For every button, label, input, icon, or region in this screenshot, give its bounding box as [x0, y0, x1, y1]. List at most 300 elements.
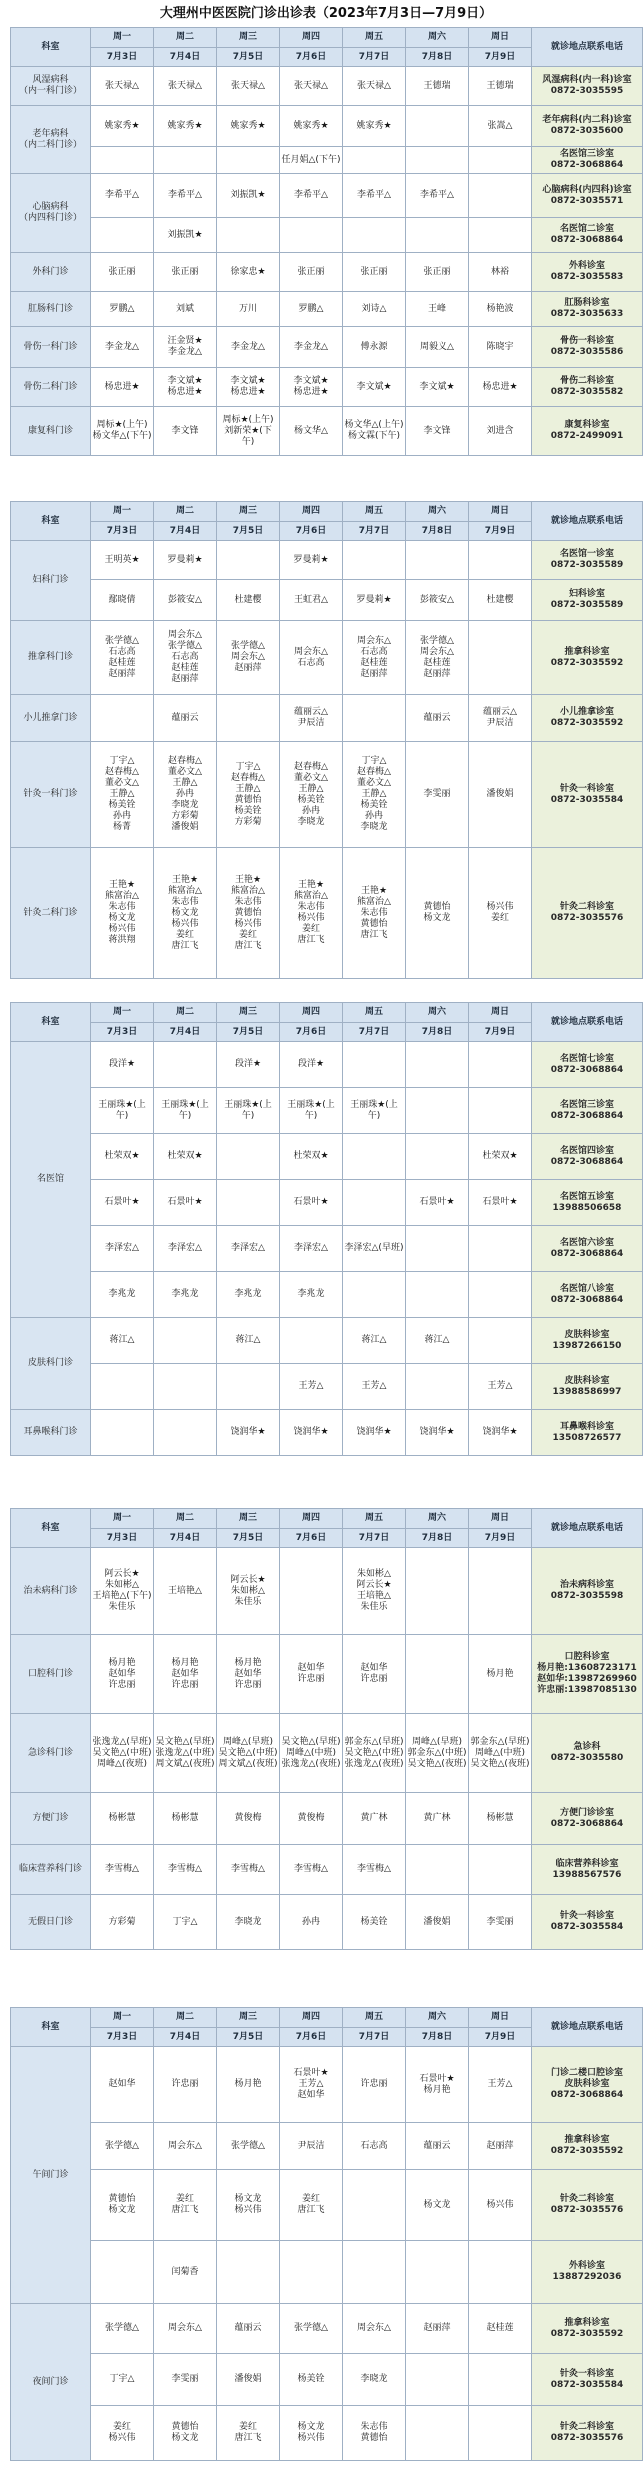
location-cell	[532, 1272, 643, 1318]
doctor-name: 周会东△	[294, 646, 328, 657]
location-cell	[532, 368, 643, 407]
dept-name: 风湿病科	[32, 75, 69, 85]
location-line: 0872-3035633	[550, 309, 624, 319]
doctor-name: 杨艳波	[486, 303, 514, 314]
doctor-name: 王丽珠★(上午)	[98, 1099, 146, 1121]
day-cell-tue	[154, 368, 217, 407]
doctor-name: 刘新荣★(下午)	[224, 425, 272, 447]
doctor-name: 李兆龙	[108, 1289, 136, 1299]
doctor-name: 蒋洪翔	[108, 935, 136, 945]
day-cell-tue	[154, 541, 217, 580]
doctor-name: 唐江飞	[171, 940, 199, 951]
dept-cell	[11, 1318, 91, 1410]
day-cell-sat	[406, 253, 469, 292]
day-cell-wed	[217, 1226, 280, 1272]
schedule-row	[11, 2047, 643, 2123]
doctor-name: 吴文艳△(中班)	[218, 1747, 278, 1758]
doctor-name: 周峰△(中班)	[475, 1747, 525, 1758]
doctor-name: 李泽宏△	[168, 1243, 202, 1253]
doctor-name: 杜荣双★	[104, 1151, 140, 1161]
doctor-name: 熊富治△	[105, 891, 139, 901]
header-day-thu: 周四	[280, 502, 343, 522]
header-day-sat: 周六	[406, 1003, 469, 1023]
doctor-name: 杨美铨	[297, 2374, 325, 2384]
day-cell-tue	[154, 2241, 217, 2304]
dept-name: 骨伤二科门诊	[23, 381, 78, 392]
dept-name: 方便门诊	[32, 1813, 69, 1823]
doctor-name: 朱志伟	[108, 902, 136, 912]
doctor-name: 许忠丽	[360, 2079, 388, 2089]
location-line: 0872-3068864	[550, 160, 624, 170]
header-date-sat: 7月8日	[406, 522, 469, 541]
day-cell-fri	[343, 1410, 406, 1456]
header-day-sat: 周六	[406, 2008, 469, 2028]
day-cell-sat	[406, 621, 469, 695]
header-day-tue: 周二	[154, 1003, 217, 1023]
day-cell-thu	[280, 742, 343, 848]
day-cell-mon	[91, 106, 154, 147]
header-date-sat: 7月8日	[406, 48, 469, 67]
doctor-name: 杨菁	[112, 822, 131, 832]
doctor-name: 杨文龙	[171, 907, 199, 918]
day-cell-mon	[91, 2304, 154, 2354]
day-cell-mon	[91, 407, 154, 456]
day-cell-sun	[469, 407, 532, 456]
dept-cell	[11, 1714, 91, 1793]
doctor-name: 杜荣双★	[293, 1151, 329, 1161]
doctor-name: 杨忠进★	[167, 387, 203, 397]
doctor-name: 黄德怡	[423, 902, 451, 912]
day-cell-mon	[91, 2241, 154, 2304]
doctor-name: 杨文龙	[108, 2205, 136, 2215]
location-line: 0872-3035576	[550, 2205, 624, 2215]
day-cell-fri	[343, 368, 406, 407]
doctor-name: 朱志伟	[171, 896, 199, 907]
doctor-name: 杨兴伟	[108, 924, 136, 934]
schedule-row	[11, 1318, 643, 1364]
day-cell-tue	[154, 218, 217, 253]
doctor-name: 杨文华△(下午)	[92, 431, 152, 441]
day-cell-sun	[469, 1042, 532, 1088]
day-cell-wed	[217, 580, 280, 621]
day-cell-tue	[154, 2123, 217, 2170]
day-cell-mon	[91, 253, 154, 292]
doctor-name: 李希平△	[105, 190, 139, 200]
header-day-mon: 周一	[91, 28, 154, 48]
doctor-name: 杨忠进★	[293, 387, 329, 397]
doctor-name: 饶润华★	[356, 1427, 392, 1437]
dept-cell	[11, 742, 91, 848]
doctor-name: 朱佳乐	[108, 1602, 136, 1612]
doctor-name: 孙冉	[301, 805, 320, 816]
doctor-name: 刘振凯★	[167, 229, 203, 240]
header-date-tue: 7月4日	[154, 2028, 217, 2047]
doctor-name: 杨文霖(下午)	[347, 431, 401, 441]
schedule-row	[11, 2241, 643, 2304]
doctor-name: 李金龙△	[168, 347, 202, 357]
day-cell-sun	[469, 742, 532, 848]
location-line: 赵如华:13987269960	[537, 1674, 637, 1684]
doctor-name: 彭筱安△	[168, 594, 202, 605]
doctor-name: 李雪梅△	[294, 1864, 328, 1874]
day-cell-thu	[280, 147, 343, 174]
doctor-name: 杨兴伟	[486, 902, 514, 912]
location-cell	[532, 1134, 643, 1180]
schedule-row	[11, 253, 643, 292]
doctor-name: 李雪梅△	[231, 1864, 265, 1874]
doctor-name: 张正丽	[360, 266, 388, 277]
day-cell-sat	[406, 1272, 469, 1318]
doctor-name: 石志高	[360, 646, 388, 657]
location-cell	[532, 2406, 643, 2461]
location-line: 骨伤二科诊室	[559, 376, 614, 386]
doctor-name: 潘俊娟	[171, 822, 199, 832]
day-cell-wed	[217, 695, 280, 742]
dept-cell	[11, 1548, 91, 1635]
day-cell-fri	[343, 1364, 406, 1410]
doctor-name: 杨文龙	[423, 2199, 451, 2210]
schedule-table-3	[10, 1002, 643, 1456]
day-cell-sun	[469, 621, 532, 695]
doctor-name: 罗曼莉★	[293, 554, 329, 565]
doctor-name: 林裕	[490, 266, 509, 277]
doctor-name: 赵如华	[234, 1668, 262, 1679]
doctor-name: 杨忠进★	[230, 387, 266, 397]
day-cell-mon	[91, 580, 154, 621]
doctor-name: 李雪梅△	[357, 1864, 391, 1874]
day-cell-thu	[280, 1042, 343, 1088]
doctor-name: 王芳△	[298, 1381, 324, 1391]
day-cell-fri	[343, 1318, 406, 1364]
location-line: 0872-3068864	[550, 1248, 624, 1259]
header-day-wed: 周三	[217, 502, 280, 522]
header-day-wed: 周三	[217, 2008, 280, 2028]
doctor-name: 孙冉	[364, 811, 383, 821]
doctor-name: 徐家忠★	[230, 266, 266, 277]
header-date-thu: 7月6日	[280, 2028, 343, 2047]
location-line: 许忠丽:13987085130	[537, 1685, 637, 1695]
day-cell-wed	[217, 1318, 280, 1364]
day-cell-mon	[91, 327, 154, 368]
doctor-name: 王静△	[172, 778, 198, 788]
header-day-tue: 周二	[154, 28, 217, 48]
day-cell-fri	[343, 1272, 406, 1318]
doctor-name: 杨兴伟	[486, 2199, 514, 2210]
day-cell-wed	[217, 368, 280, 407]
location-line: 针灸二科诊室	[559, 902, 614, 912]
doctor-name: 王芳△	[361, 1381, 387, 1391]
day-cell-fri	[343, 2123, 406, 2170]
location-cell	[532, 2170, 643, 2241]
doctor-name: 李泽宏△	[105, 1243, 139, 1253]
doctor-name: 王芳△	[487, 2079, 513, 2089]
doctor-name: 饶润华★	[230, 1427, 266, 1437]
day-cell-sat	[406, 1226, 469, 1272]
day-cell-tue	[154, 292, 217, 327]
header-date-tue: 7月4日	[154, 1023, 217, 1042]
location-line: 0872-3035584	[550, 2379, 624, 2390]
location-line: 治未病科诊室	[559, 1580, 614, 1590]
doctor-name: 王丽珠★(上午)	[161, 1099, 209, 1121]
doctor-name: 赵春梅△	[105, 767, 139, 777]
doctor-name: 姜红	[112, 2422, 131, 2432]
dept-name: 骨伤一科门诊	[23, 341, 78, 352]
schedule-row	[11, 1364, 643, 1410]
location-cell	[532, 580, 643, 621]
dept-cell	[11, 327, 91, 368]
doctor-name: 朱如彬△	[105, 1580, 139, 1590]
dept-name: 临床营养科门诊	[18, 1864, 82, 1874]
location-cell	[532, 541, 643, 580]
doctor-name: 杜建樱	[486, 594, 514, 605]
location-line: 0872-3035600	[550, 126, 624, 136]
header-date-fri: 7月7日	[343, 2028, 406, 2047]
day-cell-mon	[91, 1895, 154, 1950]
day-cell-sat	[406, 2406, 469, 2461]
schedule-row	[11, 742, 643, 848]
header-date-wed: 7月5日	[217, 1023, 280, 1042]
doctor-name: 王艳★	[108, 880, 136, 890]
location-cell	[532, 1042, 643, 1088]
day-cell-sat	[406, 1134, 469, 1180]
doctor-name: 王艳★	[360, 885, 388, 896]
doctor-name: 姚家秀★	[167, 120, 203, 131]
doctor-name: 石景叶★	[104, 1197, 140, 1207]
doctor-name: 周标★(上午)	[222, 414, 274, 425]
day-cell-fri	[343, 1548, 406, 1635]
day-cell-fri	[343, 2406, 406, 2461]
doctor-name: 赵丽萍	[360, 668, 388, 679]
day-cell-wed	[217, 1793, 280, 1845]
doctor-name: 董必文△	[357, 778, 391, 788]
doctor-name: 赵如华	[297, 2090, 325, 2100]
location-line: 0872-3035576	[550, 913, 624, 923]
day-cell-wed	[217, 2170, 280, 2241]
header-row-days	[11, 1509, 643, 1529]
doctor-name: 李文斌★	[167, 376, 203, 386]
doctor-name: 孙冉	[112, 811, 131, 821]
doctor-name: 王丽珠★(上午)	[287, 1099, 335, 1121]
doctor-name: 蕴丽云	[171, 712, 199, 723]
location-line: 杨月艳:13608723171	[537, 1663, 637, 1673]
header-day-mon: 周一	[91, 502, 154, 522]
doctor-name: 李雯丽	[486, 1916, 514, 1927]
day-cell-wed	[217, 327, 280, 368]
doctor-name: 王静△	[361, 789, 387, 799]
doctor-name: 李雪梅△	[168, 1864, 202, 1874]
doctor-name: 杨月艳	[108, 1657, 136, 1668]
day-cell-fri	[343, 1042, 406, 1088]
location-cell	[532, 621, 643, 695]
day-cell-wed	[217, 253, 280, 292]
doctor-name: 李文锋	[171, 425, 199, 436]
day-cell-fri	[343, 742, 406, 848]
header-date-thu: 7月6日	[280, 1529, 343, 1548]
day-cell-sat	[406, 580, 469, 621]
doctor-name: 黄德怡	[234, 907, 262, 918]
day-cell-sun	[469, 2170, 532, 2241]
doctor-name: 张学德△	[168, 641, 202, 651]
doctor-name: 王艳★	[234, 874, 262, 885]
day-cell-fri	[343, 67, 406, 106]
doctor-name: 饶润华★	[482, 1427, 518, 1437]
day-cell-wed	[217, 292, 280, 327]
doctor-name: 杨月艳	[486, 1668, 514, 1679]
doctor-name: 杨兴伟	[171, 918, 199, 929]
day-cell-sat	[406, 106, 469, 147]
doctor-name: 李晓龙	[171, 800, 199, 810]
dept-name: 针灸一科门诊	[23, 789, 78, 799]
doctor-name: 赵如华	[108, 2079, 136, 2089]
doctor-name: 黄德怡	[171, 2422, 199, 2432]
schedule-row	[11, 1895, 643, 1950]
doctor-name: 杨月艳	[423, 2084, 451, 2095]
location-line: 13988567576	[552, 1869, 622, 1880]
header-day-sat: 周六	[406, 502, 469, 522]
day-cell-sun	[469, 1134, 532, 1180]
doctor-name: 石景叶★	[167, 1197, 203, 1207]
location-line: 0872-3035571	[550, 195, 624, 206]
location-line: 急诊科	[573, 1742, 601, 1752]
location-line: 名医馆三诊室	[559, 149, 614, 159]
doctor-name: 赵春梅△	[294, 761, 328, 772]
day-cell-fri	[343, 2304, 406, 2354]
location-line: 13988586997	[552, 1386, 622, 1397]
header-day-thu: 周四	[280, 2008, 343, 2028]
header-day-wed: 周三	[217, 1003, 280, 1023]
location-cell	[532, 67, 643, 106]
day-cell-thu	[280, 292, 343, 327]
location-cell	[532, 1793, 643, 1845]
location-line: 0872-3068864	[550, 1110, 624, 1121]
location-line: 康复科诊室	[564, 420, 610, 430]
header-date-sun: 7月9日	[469, 48, 532, 67]
doctor-name: 方彩菊	[108, 1916, 136, 1927]
schedule-row	[11, 292, 643, 327]
doctor-name: 姜红	[301, 2194, 320, 2204]
dept-cell	[11, 292, 91, 327]
doctor-name: 张学德△	[420, 635, 454, 646]
doctor-name: 张天禄△	[357, 80, 391, 91]
day-cell-sun	[469, 1845, 532, 1895]
doctor-name: 蒋江△	[109, 1335, 135, 1345]
doctor-name: 赵如华	[108, 1668, 136, 1679]
day-cell-thu	[280, 327, 343, 368]
doctor-name: 刘振凯★	[230, 190, 266, 200]
location-line: 推拿科诊室	[564, 2317, 610, 2328]
location-cell	[532, 1226, 643, 1272]
day-cell-sat	[406, 1895, 469, 1950]
table-header	[11, 1003, 643, 1042]
dept-name: 无假日门诊	[27, 1916, 73, 1927]
day-cell-thu	[280, 67, 343, 106]
day-cell-wed	[217, 1845, 280, 1895]
doctor-name: 罗鹏△	[109, 303, 135, 314]
table-header	[11, 502, 643, 541]
day-cell-tue	[154, 580, 217, 621]
schedule-row	[11, 621, 643, 695]
doctor-name: 赵丽萍	[108, 668, 136, 679]
schedule-row	[11, 695, 643, 742]
day-cell-tue	[154, 407, 217, 456]
day-cell-mon	[91, 147, 154, 174]
day-cell-sun	[469, 1226, 532, 1272]
dept-name: 口腔科门诊	[27, 1668, 73, 1679]
doctor-name: 杨月艳	[234, 1657, 262, 1668]
day-cell-sat	[406, 1714, 469, 1793]
location-line: 名医馆六诊室	[559, 1237, 614, 1248]
header-location: 就诊地点联系电话	[532, 28, 643, 67]
doctor-name: 李金龙△	[294, 341, 328, 352]
table-body	[11, 67, 643, 456]
doctor-name: 杨文龙	[423, 913, 451, 923]
header-dept: 科室	[11, 2008, 91, 2047]
day-cell-tue	[154, 327, 217, 368]
doctor-name: 石志高	[297, 657, 325, 668]
doctor-name: 赵桂莲	[108, 657, 136, 668]
schedule-row	[11, 1180, 643, 1226]
day-cell-sat	[406, 2170, 469, 2241]
day-cell-mon	[91, 1845, 154, 1895]
day-cell-tue	[154, 848, 217, 979]
doctor-name: 赵春梅△	[357, 767, 391, 777]
table-header	[11, 1509, 643, 1548]
day-cell-thu	[280, 1318, 343, 1364]
day-cell-fri	[343, 695, 406, 742]
location-line: 0872-3068864	[550, 1156, 624, 1167]
day-cell-fri	[343, 174, 406, 218]
location-line: 骨伤一科诊室	[559, 336, 614, 346]
doctor-name: 蕴丽云	[423, 712, 451, 723]
location-cell	[532, 2354, 643, 2406]
day-cell-sun	[469, 1793, 532, 1845]
location-line: 妇科诊室	[568, 589, 605, 599]
doctor-name: 李文斌★	[293, 376, 329, 386]
doctor-name: 李希平△	[420, 190, 454, 200]
day-cell-fri	[343, 1088, 406, 1134]
doctor-name: 熊富治△	[168, 885, 202, 896]
doctor-name: 潘俊娟	[234, 2374, 262, 2384]
header-date-thu: 7月6日	[280, 48, 343, 67]
doctor-name: 尹辰洁	[297, 2140, 325, 2151]
location-cell	[532, 218, 643, 253]
doctor-name: 王艳★	[171, 874, 199, 885]
doctor-name: 周会东△	[168, 2140, 202, 2151]
location-cell	[532, 1845, 643, 1895]
location-line: 13988506658	[552, 1202, 622, 1213]
day-cell-thu	[280, 1548, 343, 1635]
dept-name: （内二科门诊）	[18, 139, 82, 150]
schedule-row	[11, 1226, 643, 1272]
day-cell-fri	[343, 1845, 406, 1895]
doctor-name: 蒋江△	[361, 1335, 387, 1345]
doctor-name: 唐江飞	[234, 2433, 262, 2443]
doctor-name: 王明英★	[104, 554, 140, 565]
doctor-name: 张学德△	[105, 2323, 139, 2333]
doctor-name: 孙冉	[175, 789, 194, 799]
doctor-name: 段洋★	[297, 1059, 325, 1069]
day-cell-thu	[280, 1895, 343, 1950]
location-cell	[532, 2123, 643, 2170]
location-cell	[532, 1635, 643, 1714]
doctor-name: 赵如华	[297, 1663, 325, 1673]
location-cell	[532, 1895, 643, 1950]
day-cell-wed	[217, 407, 280, 456]
day-cell-mon	[91, 2170, 154, 2241]
doctor-name: 蒋江△	[424, 1335, 450, 1345]
day-cell-fri	[343, 327, 406, 368]
dept-name: （内一科门诊）	[18, 86, 82, 96]
